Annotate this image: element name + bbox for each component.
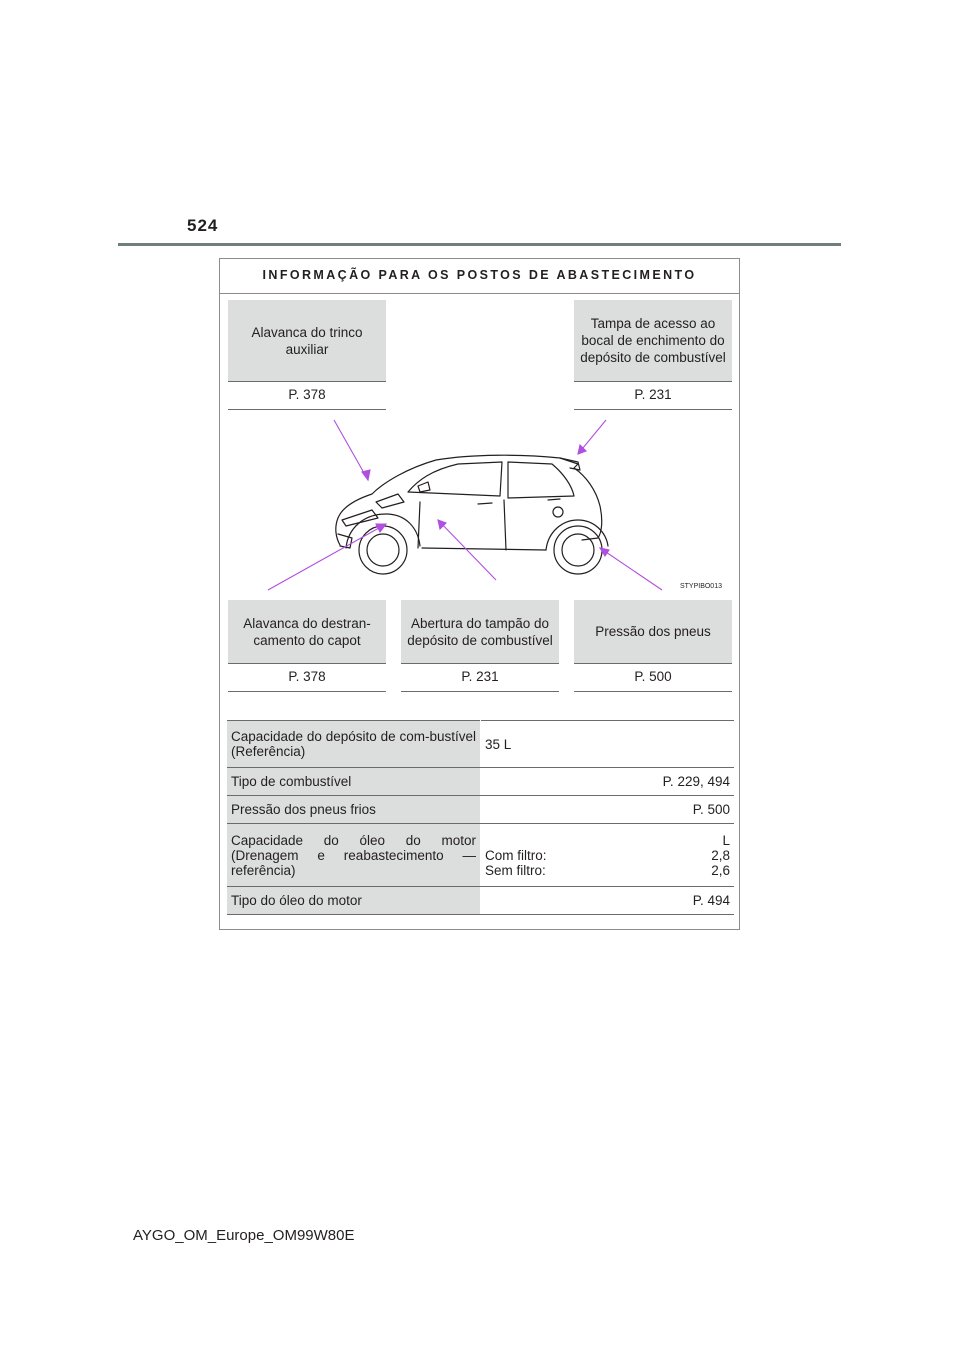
car-illustration (222, 410, 737, 595)
oil-unit: L (722, 832, 730, 848)
callout-tire-pressure (574, 600, 732, 692)
callout-aux-latch-label: Alavanca do trinco auxiliar (228, 300, 386, 382)
spec-value: 35 L (481, 721, 735, 768)
spec-row-fuel-type (227, 768, 734, 796)
callout-tire-pressure-label: Pressão dos pneus (574, 600, 732, 664)
callout-hood-release-label: Alavanca do destran-camento do capot (228, 600, 386, 664)
spec-row-oil-type (227, 887, 734, 915)
figure-code: STYPIBO013 (679, 583, 722, 590)
callout-fuel-door-opener-label: Tampa de acesso ao bocal de enchimento do depósito de combustível (574, 300, 732, 382)
callout-aux-latch (228, 300, 386, 410)
spec-table (227, 720, 734, 915)
spec-label: Capacidade do óleo do motor (Drenagem e reabastecimento — referência) (227, 824, 481, 887)
car-drawing (336, 455, 608, 574)
panel-title: INFORMAÇÃO PARA OS POSTOS DE ABASTECIMENTO (220, 259, 739, 294)
spec-label: Pressão dos pneus frios (227, 796, 481, 824)
spec-label: Tipo do óleo do motor (227, 887, 481, 915)
callout-hood-release (228, 600, 386, 692)
spec-label: Capacidade do depósito de com-bustível (Referência) (227, 721, 481, 768)
callout-aux-latch-ref: P. 378 (228, 382, 386, 410)
header-rule (118, 243, 841, 246)
oil-capacity-values (481, 824, 735, 887)
callout-fuel-door-opener-ref: P. 231 (574, 382, 732, 410)
spec-value: P. 500 (481, 796, 735, 824)
page-number: 524 (187, 216, 219, 235)
oil-without-filter-value: 2,6 (711, 862, 730, 878)
callout-fuel-cap (401, 600, 559, 692)
callout-arrows (268, 420, 662, 590)
footer-doc-id: AYGO_OM_Europe_OM99W80E (133, 1227, 355, 1244)
spec-label: Tipo de combustível (227, 768, 481, 796)
callout-tire-pressure-ref: P. 500 (574, 664, 732, 692)
spec-row-fuel-capacity (227, 721, 734, 768)
spec-value: P. 494 (481, 887, 735, 915)
oil-with-filter-label: Com filtro: (485, 847, 547, 863)
callout-fuel-door-opener (574, 300, 732, 410)
oil-with-filter-value: 2,8 (711, 847, 730, 863)
oil-without-filter-label: Sem filtro: (485, 862, 546, 878)
spec-value: P. 229, 494 (481, 768, 735, 796)
callout-fuel-cap-ref: P. 231 (401, 664, 559, 692)
spec-row-cold-tire-pressure (227, 796, 734, 824)
callout-fuel-cap-label: Abertura do tampão do depósito de combustível (401, 600, 559, 664)
callout-hood-release-ref: P. 378 (228, 664, 386, 692)
spec-row-oil-capacity (227, 824, 734, 887)
